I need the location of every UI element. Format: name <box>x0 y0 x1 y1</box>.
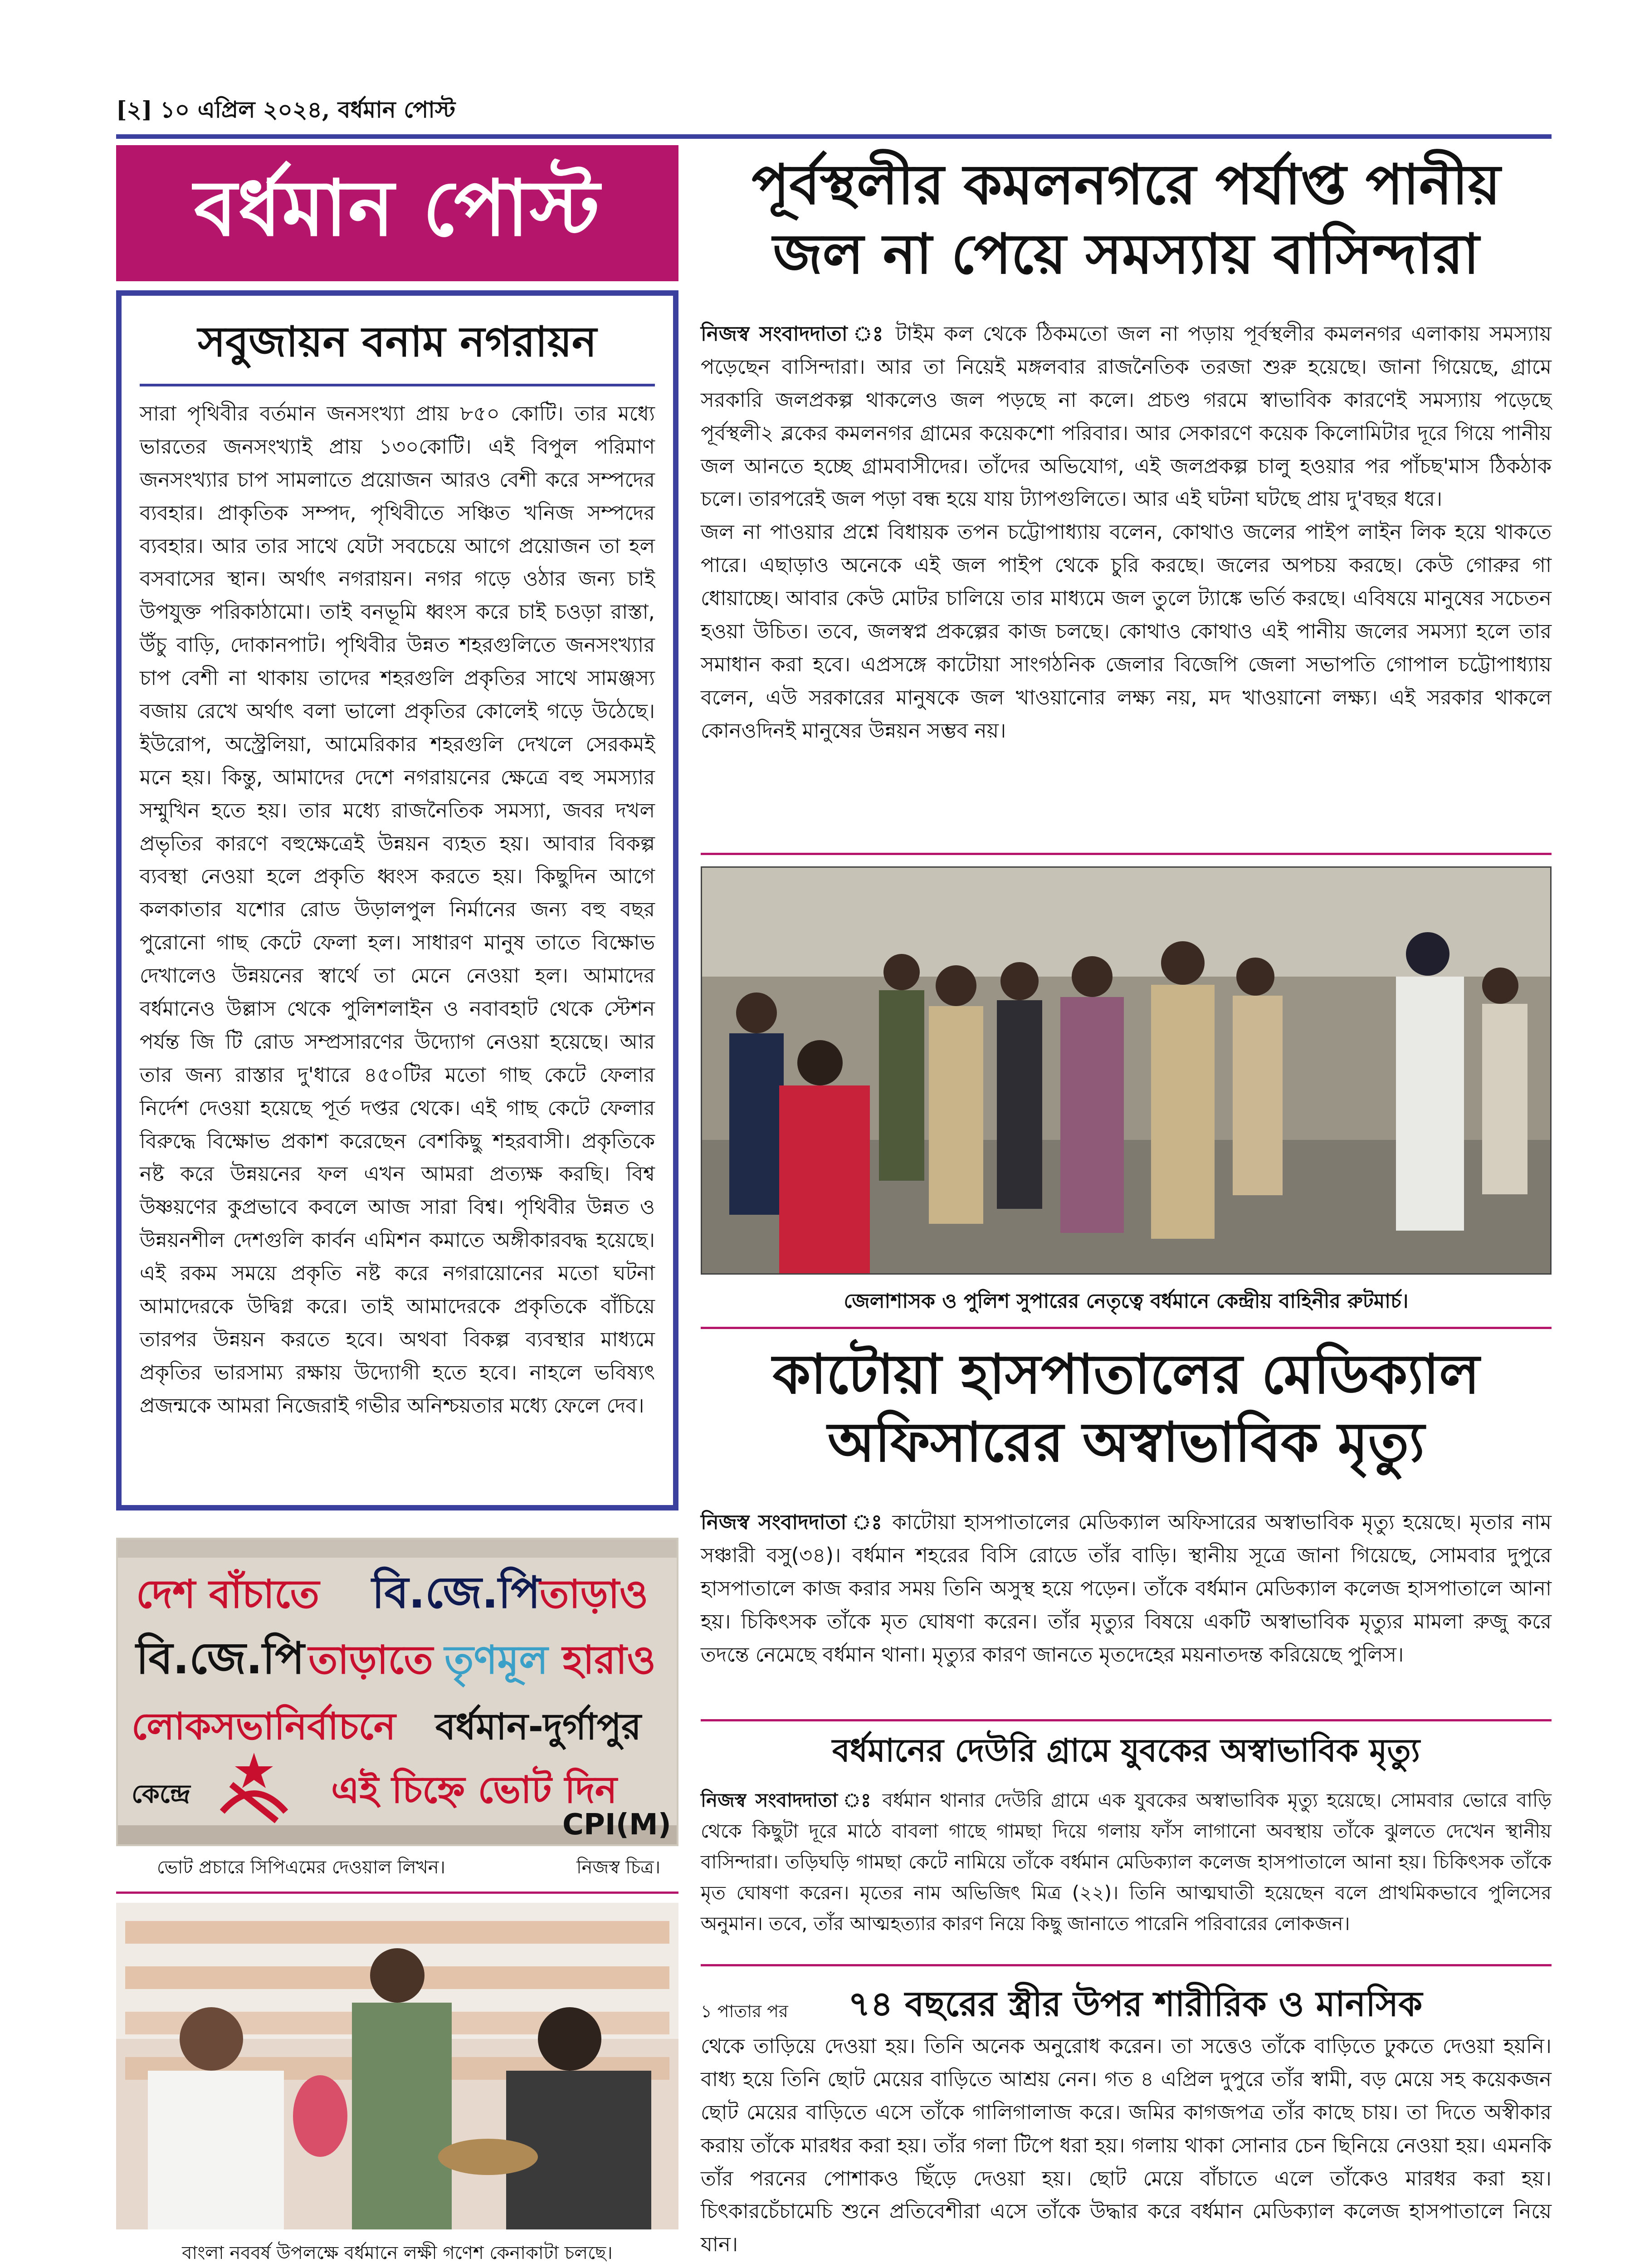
article3-lead: নিজস্ব সংবাদদাতা ঃ <box>701 1789 874 1811</box>
editorial-title: সবুজায়ন বনাম নগরায়ন <box>198 317 597 366</box>
article4-headline: ৭৪ বছরের স্ত্রীর উপর শারীরিক ও মানসিক <box>848 1984 1423 2024</box>
wall-text-3b: বর্ধমান-দুর্গাপুর <box>435 1706 641 1748</box>
top-rule <box>116 134 1552 139</box>
article3-rule <box>701 1964 1552 1966</box>
article3-body <box>701 1785 1552 1939</box>
article1-headline: পূর্বস্থলীর কমলনগরে পর্যাপ্ত পানীয় জল না পেয়ে সমস্যায় বাসিন্দারা <box>752 152 1501 286</box>
article3-headline: বর্ধমানের দেউরি গ্রামে যুবকের অস্বাভাবিক মৃত্যু <box>832 1731 1420 1769</box>
wall-text-2d: হারাও <box>562 1637 656 1683</box>
continued-label: ১ পাতার পর <box>701 2001 788 2021</box>
wall-text-2b: তাড়াতে <box>308 1637 433 1683</box>
article2-text: কাটোয়া হাসপাতালের মেডিক্যাল অফিসারের অস্বাভাবিক মৃত্যু হয়েছে। মৃতার নাম সঞ্চারী বসু(৩৪)। বর্ধমান শহরের বিসি রোডে তাঁর বাড়ি। স্থানীয় সূত্রে জানা গিয়েছে, সোমবার দুপুরে হাসপাতালে কাজ করার সময় তিনি অসুস্থ হয়ে পড়েন। তাঁকে বর্ধমান মেডিক্যাল কলেজ হাসপাতালে আনা হয়। চিকিৎসক তাঁকে মৃত ঘোষণা করেন। তাঁর মৃত্যুর বিষয়ে একটি অস্বাভাবিক মৃত্যুর মামলা রুজু করে তদন্তে নেমেছে বর্ধমান থানা। মৃত্যুর কারণ জানতে মৃতদেহের ময়নাতদন্ত করিয়েছে পুলিস। <box>701 1510 1552 1667</box>
route-march-caption: জেলাশাসক ও পুলিশ সুপারের নেতৃত্বে বর্ধমানে কেন্দ্রীয় বাহিনীর রুটমার্চ। <box>844 1290 1409 1313</box>
wall-text-2c: তৃণমূল <box>444 1637 548 1683</box>
article1-text: টাইম কল থেকে ঠিকমতো জল না পড়ায় পূর্বস্থলীর কমলনগর এলাকায় সমস্যায় পড়েছেন বাসিন্দারা। আর তা নিয়েই মঙ্গলবার রাজনৈতিক তরজা শুরু হয়েছে। জানা গিয়েছে, গ্রামে সরকারি জলপ্রকল্প থাকলেও জল পড়ছে না কলে। প্রচণ্ড গরমে স্বাভাবিক কারণেই সমস্যায় পড়েছে পূর্বস্থলী২ ব্লকের কমলনগর গ্রামের কয়েকশো পরিবার। আর সেকারণে কয়েক কিলোমিটার দূরে গিয়ে পানীয় জল আনতে হচ্ছে গ্রামবাসীদের। তাঁদের অভিযোগ, এই জলপ্রকল্প চালু হওয়ার পর পাঁচছ'মাস ঠিকঠাক চলে। তারপরেই জল পড়া বন্ধ হয়ে যায় ট্যাপগুলিতে। আর এই ঘটনা ঘটছে প্রায় দু'বছর ধরে। <box>701 322 1552 511</box>
route-march-image <box>702 868 1550 1273</box>
editorial-box <box>116 290 678 1510</box>
article3-text: বর্ধমান থানার দেউরি গ্রামে এক যুবকের অস্বাভাবিক মৃত্যু হয়েছে। সোমবার ভোরে বাড়ি থেকে কিছুটা দূরে মাঠে বাবলা গাছে গামছা দিয়ে গলায় ফাঁস লাগানো অবস্থায় তাঁকে ঝুলতে দেখেন স্থানীয় বাসিন্দারা। তড়িঘড়ি গামছা কেটে নামিয়ে তাঁকে বর্ধমান মেডিক্যাল কলেজ হাসপাতালে আনা হয়। চিকিৎসক তাঁকে মৃত ঘোষণা করেন। মৃতের নাম অভিজিৎ মিত্র (২২)। তিনি আত্মঘাতী হয়েছেন বলে প্রাথমিকভাবে পুলিসের অনুমান। তবে, তাঁর আত্মহত্যার কারণ নিয়ে কিছু জানাতে পারেনি পরিবারের লোকজন। <box>701 1789 1552 1935</box>
wall-text-1c: তাড়াও <box>540 1572 649 1617</box>
wall-text-2a: বি.জে.পি <box>136 1633 305 1684</box>
editorial-body: সারা পৃথিবীর বর্তমান জনসংখ্যা প্রায় ৮৫০ কোটি। তার মধ্যে ভারতের জনসংখ্যাই প্রায় ১৩০কোটি। এই বিপুল পরিমাণ জনসংখ্যার চাপ সামলাতে প্রয়োজন আরও বেশী করে সম্পদের ব্যবহার। প্রাকৃতিক সম্পদ, পৃথিবীতে সঞ্চিত খনিজ সম্পদের ব্যবহার। আর তার সাথে যেটা সবচেয়ে আগে প্রয়োজন তা হল বসবাসের স্থান। অর্থাৎ নগরায়ন। নগর গড়ে ওঠার জন্য চাই উপযুক্ত পরিকাঠামো। তাই বনভূমি ধ্বংস করে চাই চওড়া রাস্তা, উঁচু বাড়ি, দোকানপাট। পৃথিবীর উন্নত শহরগুলিতে জনসংখ্যার চাপ বেশী না থাকায় তাদের শহরগুলি প্রকৃতির সাথে সামঞ্জস্য বজায় রেখে অর্থাৎ বলা ভালো প্রকৃতির কোলেই গড়ে উঠেছে। ইউরোপ, অস্ট্রেলিয়া, আমেরিকার শহরগুলি দেখলে সেরকমই মনে হয়। কিন্তু, আমাদের দেশে নগরায়নের ক্ষেত্রে বহু সমস্যার সম্মুখিন হতে হয়। তার মধ্যে রাজনৈতিক সমস্যা, জবর দখল প্রভৃতির কারণে বহুক্ষেত্রেই উন্নয়ন ব্যহত হয়। আবার বিকল্প ব্যবস্থা নেওয়া হলে প্রকৃতি ধ্বংস করতে হয়। কিছুদিন আগে কলকাতার যশোর রোড উড়ালপুল নির্মানের জন্য বহু বছর পুরোনো গাছ কেটে ফেলা হল। সাধারণ মানুষ তাতে বিক্ষোভ দেখালেও উন্নয়নের স্বার্থে তা মেনে নেওয়া হল। আমাদের বর্ধমানেও উল্লাস থেকে পুলিশলাইন ও নবাবহাট থেকে স্টেশন পর্যন্ত জি টি রোড সম্প্রসারণের উদ্যোগ নেওয়া হয়েছে। আর তার জন্য রাস্তার দু'ধারে ৪৫০টির মতো গাছ কেটে ফেলার নির্দেশ দেওয়া হয়েছে পূর্ত দপ্তর থেকে। এই গাছ কেটে ফেলার বিরুদ্ধে বিক্ষোভ প্রকাশ করেছেন বেশকিছু শহরবাসী। প্রকৃতিকে নষ্ট করে উন্নয়নের ফল এখন আমরা প্রত্যক্ষ করছি। বিশ্ব উষ্ণয়ণের কুপ্রভাবে কবলে আজ সারা বিশ্ব। পৃথিবীর উন্নত ও উন্নয়নশীল দেশগুলি কার্বন এমিশন কমাতে অঙ্গীকারবদ্ধ হয়েছে। এই রকম সময়ে প্রকৃতি নষ্ট করে নগরায়োনের মতো ঘটনা আমাদেরকে উদ্বিগ্ন করে। তাই আমাদেরকে প্রকৃতিকে বাঁচিয়ে তারপর উন্নয়ন করতে হবে। অথবা বিকল্প ব্যবস্থার মাধ্যমে প্রকৃতির ভারসাম্য রক্ষায় উদ্যোগী হতে হবে। নাহলে ভবিষ্যৎ প্রজন্মকে আমরা নিজেরাই গভীর অনিশ্চয়তার মধ্যে ফেলে দেব। <box>140 401 655 1418</box>
article4-body: থেকে তাড়িয়ে দেওয়া হয়। তিনি অনেক অনুরোধ করেন। তা সত্তেও তাঁকে বাড়িতে ঢুকতে দেওয়া হয়নি। বাধ্য হয়ে তিনি ছোট মেয়ের বাড়িতে আশ্রয় নেন। গত ৪ এপ্রিল দুপুরে তাঁর স্বামী, বড় মেয়ে সহ কয়েকজন ছোট মেয়ের বাড়িতে এসে তাঁকে গালিগালাজ করে। জমির কাগজপত্র তাঁর কাছে চায়। তা দিতে অস্বীকার করায় তাঁকে মারধর করা হয়। তাঁর গলা টিপে ধরা হয়। গলায় থাকা সোনার চেন ছিনিয়ে নেওয়া হয়। এমনকি তাঁর পরনের পোশাকও ছিঁড়ে দেওয়া হয়। ছোট মেয়ে বাঁচাতে এলে তাঁকেও মারধর করা হয়। চিৎকারচেঁচামেচি শুনে প্রতিবেশীরা এসে তাঁকে উদ্ধার করে বর্ধমান মেডিক্যাল কলেজ হাসপাতালে নিয়ে যান। <box>701 2034 1552 2257</box>
wall-text-4b: এই চিহ্নে ভোট দিন <box>331 1769 617 1812</box>
article2-rule <box>701 1719 1552 1721</box>
article2-headline: কাটোয়া হাসপাতালের মেডিক্যাল অফিসারের অস্বাভাবিক মৃত্যু <box>772 1342 1480 1474</box>
shop-photo-caption: বাংলা নববর্ষ উপলক্ষে বর্ধমানে লক্ষী গণেশ কেনাকাটা চলছে। <box>182 2243 613 2263</box>
wall-rule <box>116 1892 678 1894</box>
wall-writing-photo <box>116 1538 678 1846</box>
editorial-rule <box>140 384 655 386</box>
masthead-title: বর্ধমান পোস্ট <box>194 163 601 254</box>
article2-lead: নিজস্ব সংবাদদাতা ঃ <box>701 1510 884 1534</box>
wall-text-party: CPI(M) <box>562 1808 671 1842</box>
wall-caption-text: ভোট প্রচারে সিপিএমের দেওয়াল লিখন। <box>157 1857 445 1878</box>
page-folio: [২] ১০ এপ্রিল ২০২৪, বর্ধমান পোস্ট <box>116 96 456 123</box>
wall-text-1b: বি.জে.পি <box>372 1567 541 1618</box>
wall-writing-image <box>118 1540 677 1844</box>
article2-body <box>701 1506 1552 1671</box>
photo-rule <box>701 1327 1552 1329</box>
shop-photo <box>116 1903 678 2229</box>
wall-text-3a: লোকসভানির্বাচনে <box>132 1705 396 1748</box>
article1-lead: নিজস্ব সংবাদদাতা ঃ <box>701 322 886 346</box>
wall-text-4a: কেন্দ্রে <box>132 1779 190 1809</box>
route-march-photo <box>701 866 1552 1275</box>
masthead <box>116 145 678 281</box>
article1-body <box>701 318 1552 748</box>
wall-photo-caption <box>116 1853 678 1883</box>
wall-photo-credit: নিজস্ব চিত্র। <box>576 1857 660 1878</box>
wall-text-1a: দেশ বাঁচাতে <box>136 1572 320 1617</box>
article1-text2: জল না পাওয়ার প্রশ্নে বিধায়ক তপন চট্টোপাধ্যায় বলেন, কোথাও জলের পাইপ লাইন লিক হয়ে থাকতে পারে। এছাড়াও অনেকে এই জল পাইপ থেকে চুরি করছে। জলের অপচয় করছে। কেউ গোরুর গা ধোয়াচ্ছে। আবার কেউ মোটর চালিয়ে তার মাধ্যমে জল তুলে ট্যাঙ্কে ভর্তি করছে। এবিষয়ে মানুষের সচেতন হওয়া উচিত। তবে, জলস্বপ্ন প্রকল্পের কাজ চলছে। কোথাও কোথাও এই পানীয় জলের সমস্যা হলে তার সমাধান করা হবে। এপ্রসঙ্গে কাটোয়া সাংগঠনিক জেলার বিজেপি জেলা সভাপতি গোপাল চট্টোপাধ্যায় বলেন, এউ সরকারের মানুষকে জল খাওয়ানোর লক্ষ্য নয়, মদ খাওয়ানো লক্ষ্য। এই সরকার থাকলে কোনওদিনই মানুষের উন্নয়ন সম্ভব নয়। <box>701 520 1552 743</box>
article1-rule <box>701 853 1552 855</box>
shop-image <box>116 1903 678 2229</box>
